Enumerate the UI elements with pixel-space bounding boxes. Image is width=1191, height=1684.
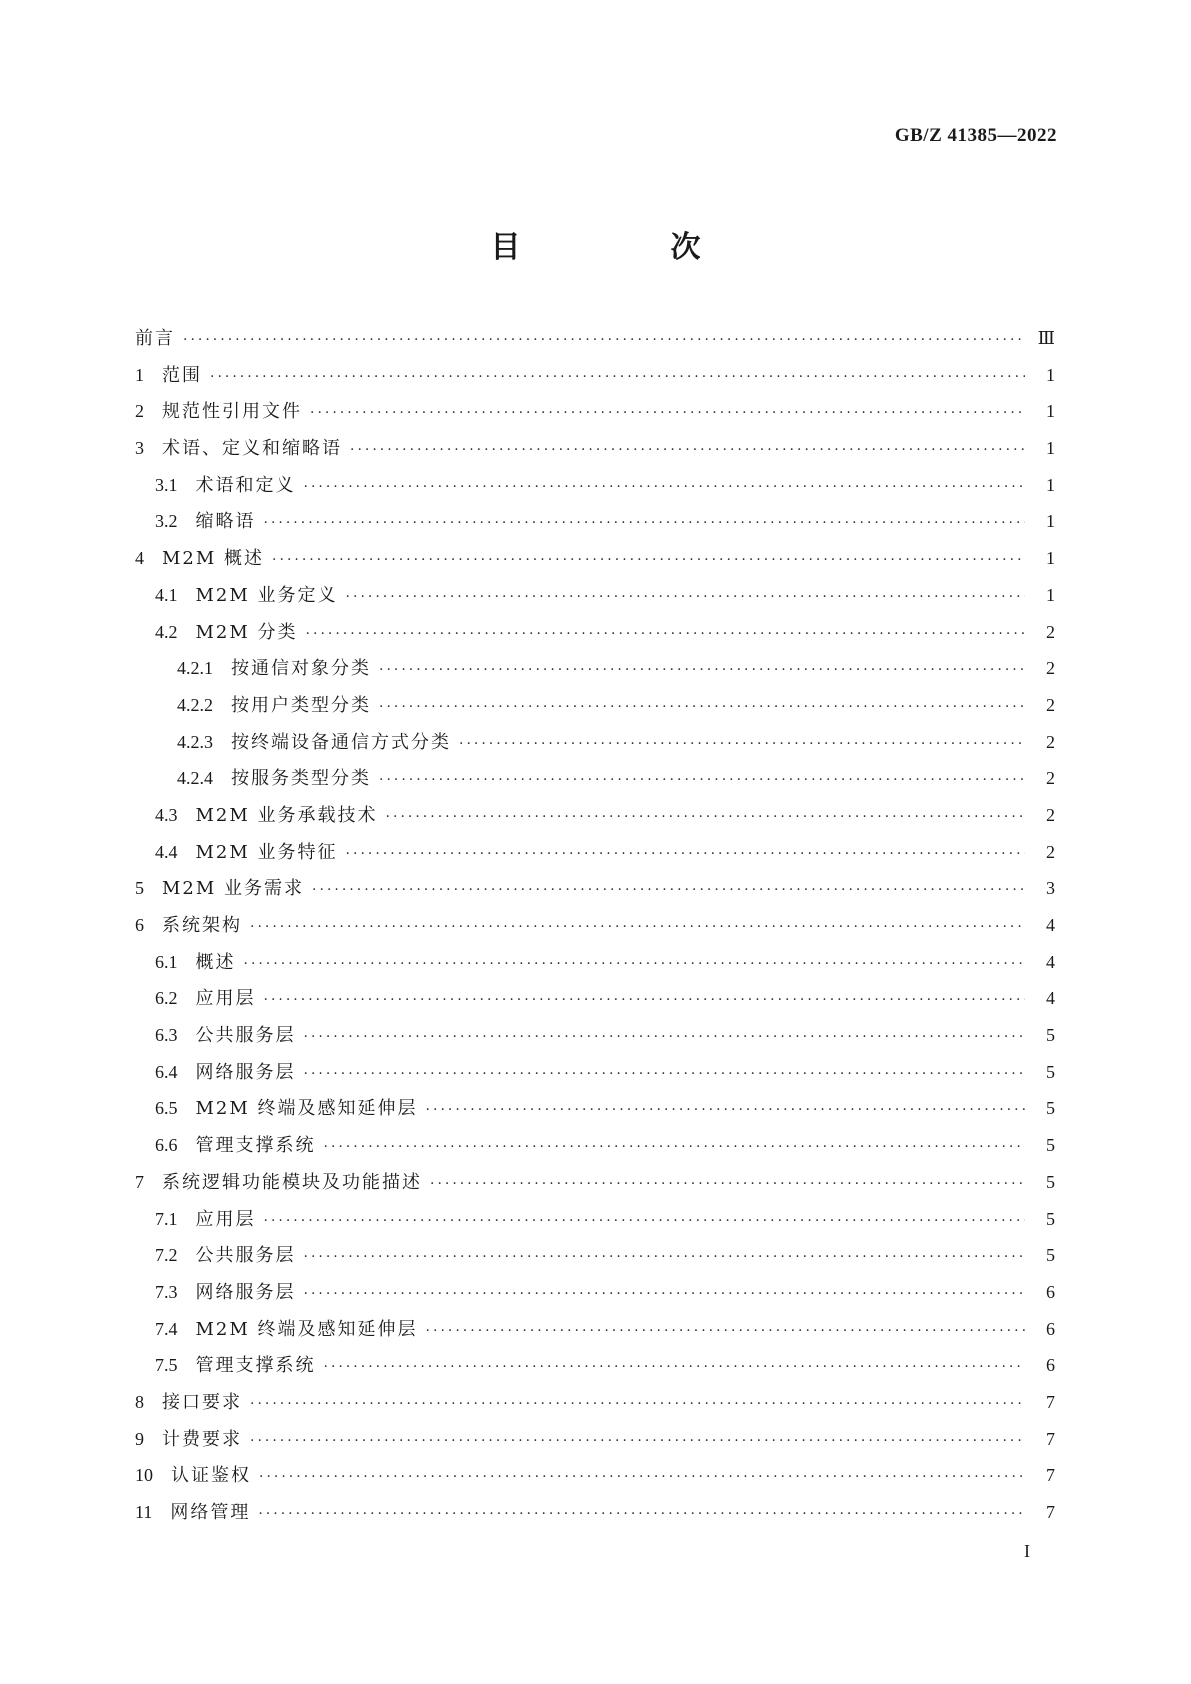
toc-entry[interactable] [135, 728, 1055, 765]
toc-entry[interactable] [135, 1498, 1055, 1535]
toc-leader-dots [250, 1396, 1025, 1412]
toc-entry[interactable] [135, 1315, 1055, 1352]
toc-entry-title: 按终端设备通信方式分类 [231, 731, 451, 753]
toc-entry-page: 1 [1046, 438, 1055, 459]
toc-leader-dots [306, 626, 1025, 642]
toc-entry[interactable] [135, 801, 1055, 838]
toc-entry[interactable] [135, 1021, 1055, 1058]
toc-leader-dots [350, 442, 1025, 458]
toc-entry-number: 4.2.2 [177, 694, 213, 715]
toc-entry[interactable] [135, 1241, 1055, 1278]
toc-entry-page: 1 [1046, 474, 1055, 495]
toc-entry-title: 计费要求 [162, 1428, 242, 1450]
toc-entry-number: 7.3 [155, 1281, 178, 1302]
toc-leader-dots [258, 1506, 1025, 1522]
toc-entry-number: 10 [135, 1465, 153, 1486]
page-number: I [1024, 1541, 1030, 1561]
toc-entry-number: 3.2 [155, 511, 178, 532]
toc-entry-number: 6.2 [155, 988, 178, 1009]
toc-leader-dots [272, 552, 1025, 568]
toc-entry-title: M2M 终端及感知延伸层 [195, 1098, 418, 1120]
toc-entry-number: 6.1 [155, 951, 178, 972]
toc-entry-page: 2 [1046, 694, 1055, 715]
toc-entry-number: 7.5 [155, 1355, 178, 1376]
toc-entry-page: 3 [1046, 878, 1055, 899]
toc-leader-dots [379, 699, 1025, 715]
toc-entry-title: M2M 分类 [195, 621, 298, 643]
toc-entry[interactable] [135, 911, 1055, 948]
toc-entry-title: 前言 [135, 328, 175, 349]
toc-leader-dots [312, 882, 1025, 898]
toc-entry-title: 网络服务层 [195, 1281, 296, 1303]
toc-entry[interactable] [135, 1058, 1055, 1095]
toc-leader-dots [426, 1323, 1025, 1339]
toc-leader-dots [304, 1066, 1026, 1082]
toc-entry[interactable] [135, 434, 1055, 471]
toc-entry-number: 5 [135, 878, 144, 899]
toc-leader-dots [304, 1249, 1026, 1265]
toc-entry-page: 6 [1046, 1318, 1055, 1339]
toc-leader-dots [346, 846, 1025, 862]
toc-entry-page: 1 [1046, 584, 1055, 605]
toc-entry[interactable] [135, 1131, 1055, 1168]
toc-entry[interactable] [135, 1094, 1055, 1131]
toc-entry-number: 6.4 [155, 1061, 178, 1082]
toc-entry-number: 2 [135, 401, 144, 422]
toc-entry-number: 8 [135, 1391, 144, 1412]
toc-entry-page: Ⅲ [1037, 328, 1055, 348]
table-of-contents [135, 324, 1055, 1535]
toc-entry-title: M2M 业务需求 [162, 878, 305, 900]
toc-entry-number: 7.4 [155, 1318, 178, 1339]
toc-leader-dots [210, 369, 1025, 385]
toc-entry-title: 应用层 [195, 1208, 256, 1230]
toc-leader-dots [264, 992, 1026, 1008]
toc-entry-title: 范围 [162, 364, 202, 386]
toc-leader-dots [426, 1102, 1025, 1118]
toc-entry-title: 概述 [195, 951, 236, 973]
toc-entry-title: M2M 业务定义 [195, 584, 338, 606]
toc-entry-title: M2M 业务特征 [195, 841, 338, 863]
toc-entry-number: 1 [135, 364, 144, 385]
toc-entry-title: M2M 业务承载技术 [195, 804, 378, 826]
toc-entry[interactable] [135, 507, 1055, 544]
toc-entry[interactable] [135, 874, 1055, 911]
toc-entry-number: 6.6 [155, 1135, 178, 1156]
toc-entry-number: 7.2 [155, 1245, 178, 1266]
toc-leader-dots [264, 1213, 1026, 1229]
toc-entry-page: 2 [1046, 658, 1055, 679]
toc-entry-page: 4 [1046, 915, 1055, 935]
toc-entry-title: 术语和定义 [195, 474, 296, 496]
toc-entry-number: 7.1 [155, 1208, 178, 1229]
toc-entry-page: 7 [1046, 1502, 1055, 1522]
toc-entry[interactable] [135, 764, 1055, 801]
toc-entry-title: 系统架构 [162, 915, 242, 936]
toc-entry[interactable] [135, 361, 1055, 398]
toc-entry-page: 5 [1046, 1135, 1055, 1156]
toc-leader-dots [459, 736, 1025, 752]
toc-entry-title: 网络管理 [170, 1502, 251, 1523]
toc-entry-page: 7 [1046, 1428, 1055, 1449]
toc-leader-dots [324, 1359, 1026, 1375]
toc-entry-title: 网络服务层 [195, 1061, 296, 1083]
toc-entry-title: 缩略语 [195, 511, 256, 533]
toc-leader-dots [304, 1029, 1026, 1045]
toc-leader-dots [379, 662, 1025, 678]
toc-entry-number: 4.2.4 [177, 768, 213, 789]
toc-entry-page: 5 [1046, 1098, 1055, 1119]
toc-entry-page: 2 [1046, 804, 1055, 825]
toc-entry-title: 术语、定义和缩略语 [162, 438, 342, 460]
toc-entry-page: 5 [1046, 1208, 1055, 1229]
standard-code: GB/Z 41385—2022 [894, 125, 1057, 146]
toc-entry-page: 2 [1046, 768, 1055, 789]
toc-entry[interactable] [135, 984, 1055, 1021]
toc-entry-title: 按用户类型分类 [231, 694, 371, 716]
toc-entry[interactable] [135, 1205, 1055, 1242]
toc-entry[interactable] [135, 838, 1055, 875]
toc-entry-page: 1 [1046, 548, 1055, 569]
toc-entry[interactable] [135, 397, 1055, 434]
toc-entry-title: M2M 概述 [162, 548, 265, 570]
toc-entry[interactable] [135, 654, 1055, 691]
toc-entry[interactable] [135, 471, 1055, 508]
toc-entry[interactable] [135, 948, 1055, 985]
toc-leader-dots [259, 1469, 1025, 1485]
toc-leader-dots [379, 772, 1025, 788]
toc-entry-number: 3.1 [155, 474, 178, 495]
toc-entry[interactable] [135, 1278, 1055, 1315]
toc-entry[interactable] [135, 1168, 1055, 1205]
toc-entry[interactable] [135, 324, 1055, 361]
toc-entry-page: 5 [1046, 1171, 1055, 1192]
toc-entry[interactable] [135, 1425, 1055, 1462]
toc-entry-title: 公共服务层 [195, 1025, 296, 1047]
page-title: 目 次 [490, 230, 761, 265]
toc-entry-title: 按通信对象分类 [231, 658, 371, 680]
toc-entry-page: 6 [1046, 1281, 1055, 1302]
toc-entry-number: 9 [135, 1428, 144, 1449]
toc-entry-page: 1 [1046, 364, 1055, 385]
toc-leader-dots [310, 405, 1025, 421]
toc-leader-dots [250, 1433, 1025, 1449]
toc-entry-page: 2 [1046, 621, 1055, 642]
toc-entry[interactable] [135, 1388, 1055, 1425]
toc-entry-page: 5 [1046, 1025, 1055, 1046]
toc-entry[interactable] [135, 1351, 1055, 1388]
toc-entry-page: 5 [1046, 1245, 1055, 1266]
toc-leader-dots [430, 1176, 1025, 1192]
toc-entry-title: 公共服务层 [195, 1245, 296, 1267]
toc-entry-title: 应用层 [195, 988, 256, 1010]
toc-leader-dots [304, 479, 1026, 495]
toc-entry-page: 4 [1046, 951, 1055, 972]
toc-entry-number: 4.2.3 [177, 731, 213, 752]
toc-entry-number: 4.4 [155, 841, 178, 862]
toc-entry-page: 1 [1046, 401, 1055, 422]
toc-entry-number: 6 [135, 915, 144, 935]
toc-entry-number: 4.2 [155, 621, 178, 642]
toc-entry-title: 管理支撑系统 [195, 1135, 316, 1157]
toc-entry[interactable] [135, 1461, 1055, 1498]
toc-leader-dots [324, 1139, 1026, 1155]
toc-entry-page: 2 [1046, 841, 1055, 862]
toc-entry-title: 按服务类型分类 [231, 768, 371, 790]
toc-entry-number: 4 [135, 548, 144, 569]
toc-leader-dots [250, 919, 1025, 935]
toc-entry-number: 4.1 [155, 584, 178, 605]
toc-entry-title: 接口要求 [162, 1391, 242, 1413]
toc-leader-dots [346, 589, 1025, 605]
toc-entry-number: 6.3 [155, 1025, 178, 1046]
toc-entry[interactable] [135, 618, 1055, 655]
toc-entry-number: 4.3 [155, 804, 178, 825]
toc-entry-number: 3 [135, 438, 144, 459]
toc-entry[interactable] [135, 581, 1055, 618]
toc-entry-number: 11 [135, 1502, 153, 1522]
toc-entry[interactable] [135, 544, 1055, 581]
toc-entry-page: 1 [1046, 511, 1055, 532]
toc-entry-title: 管理支撑系统 [195, 1355, 316, 1377]
toc-entry-title: 系统逻辑功能模块及功能描述 [162, 1171, 422, 1193]
toc-entry-number: 4.2.1 [177, 658, 213, 679]
toc-leader-dots [264, 515, 1026, 531]
toc-leader-dots [183, 332, 1025, 348]
toc-entry-page: 7 [1046, 1465, 1055, 1486]
toc-entry-title: 规范性引用文件 [162, 401, 302, 423]
toc-entry-page: 7 [1046, 1391, 1055, 1412]
toc-entry-title: M2M 终端及感知延伸层 [195, 1318, 418, 1340]
toc-entry-number: 6.5 [155, 1098, 178, 1119]
toc-entry[interactable] [135, 691, 1055, 728]
toc-entry-page: 5 [1046, 1061, 1055, 1082]
toc-leader-dots [304, 1286, 1026, 1302]
toc-leader-dots [244, 956, 1026, 972]
toc-entry-number: 7 [135, 1171, 144, 1192]
toc-leader-dots [386, 809, 1025, 825]
toc-entry-page: 6 [1046, 1355, 1055, 1376]
toc-entry-page: 4 [1046, 988, 1055, 1009]
toc-entry-title: 认证鉴权 [171, 1465, 251, 1487]
toc-entry-page: 2 [1046, 731, 1055, 752]
